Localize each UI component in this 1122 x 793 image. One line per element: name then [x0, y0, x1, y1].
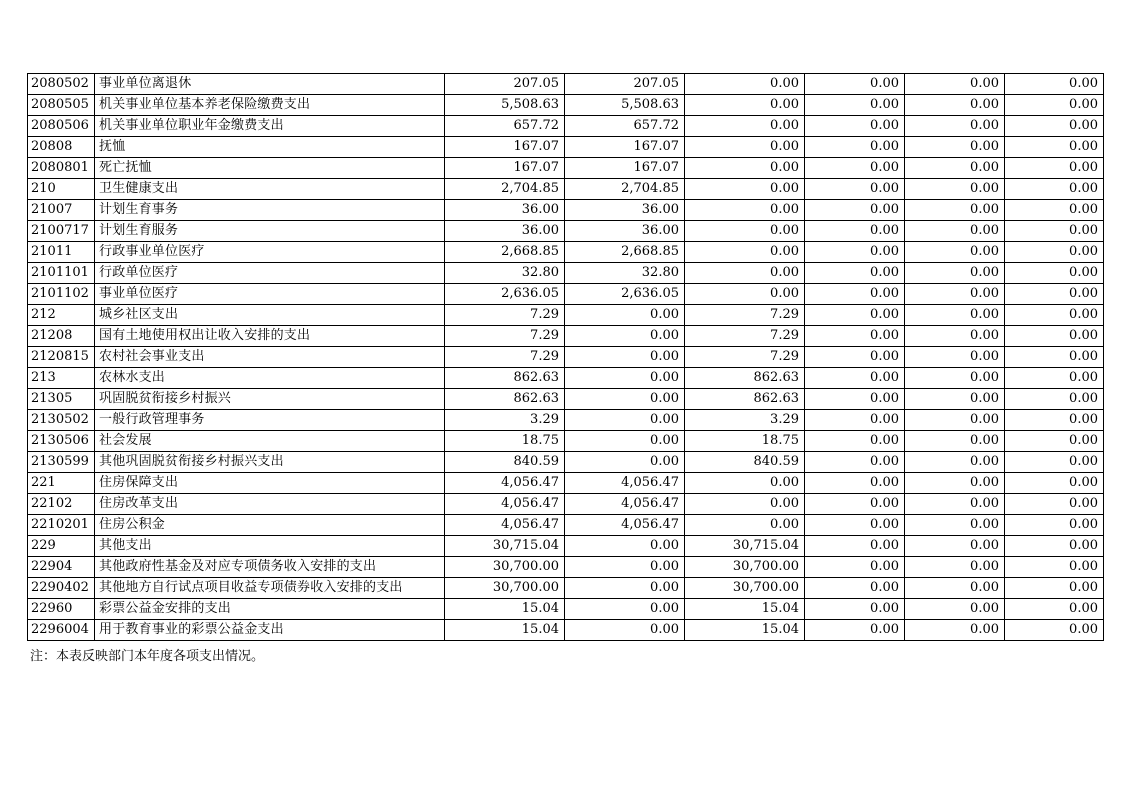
subject-name-cell: 农村社会事业支出: [95, 347, 445, 368]
col-2-cell: 4,056.47: [565, 473, 685, 494]
col-5-cell: 0.00: [905, 263, 1005, 284]
table-row: [28, 263, 1104, 284]
table-row: [28, 578, 1104, 599]
col-6-cell: 0.00: [1005, 284, 1104, 305]
table-row: [28, 179, 1104, 200]
col-2-cell: 0.00: [565, 599, 685, 620]
subject-code-cell: 2101101: [28, 263, 95, 284]
total-cell: 5,508.63: [445, 95, 565, 116]
col-4-cell: 0.00: [805, 599, 905, 620]
subject-name-cell: 死亡抚恤: [95, 158, 445, 179]
subject-name-cell: 其他地方自行试点项目收益专项债券收入安排的支出: [95, 578, 445, 599]
col-6-cell: 0.00: [1005, 578, 1104, 599]
table-row: [28, 599, 1104, 620]
col-6-cell: 0.00: [1005, 599, 1104, 620]
col-2-cell: 0.00: [565, 620, 685, 641]
subject-name-cell: 计划生育事务: [95, 200, 445, 221]
col-5-cell: 0.00: [905, 137, 1005, 158]
col-5-cell: 0.00: [905, 452, 1005, 473]
col-6-cell: 0.00: [1005, 221, 1104, 242]
col-6-cell: 0.00: [1005, 74, 1104, 95]
col-6-cell: 0.00: [1005, 242, 1104, 263]
table-row: [28, 305, 1104, 326]
total-cell: 7.29: [445, 347, 565, 368]
col-6-cell: 0.00: [1005, 305, 1104, 326]
col-3-cell: 0.00: [685, 221, 805, 242]
total-cell: 862.63: [445, 368, 565, 389]
table-row: [28, 452, 1104, 473]
subject-name-cell: 住房公积金: [95, 515, 445, 536]
col-5-cell: 0.00: [905, 326, 1005, 347]
table-row: [28, 410, 1104, 431]
subject-name-cell: 事业单位医疗: [95, 284, 445, 305]
table-row: [28, 389, 1104, 410]
col-3-cell: 0.00: [685, 473, 805, 494]
col-3-cell: 0.00: [685, 284, 805, 305]
col-4-cell: 0.00: [805, 494, 905, 515]
subject-code-cell: 2130502: [28, 410, 95, 431]
subject-code-cell: 21305: [28, 389, 95, 410]
total-cell: 2,668.85: [445, 242, 565, 263]
total-cell: 862.63: [445, 389, 565, 410]
col-5-cell: 0.00: [905, 410, 1005, 431]
subject-name-cell: 机关事业单位基本养老保险缴费支出: [95, 95, 445, 116]
table-row: [28, 221, 1104, 242]
subject-name-cell: 计划生育服务: [95, 221, 445, 242]
col-2-cell: 207.05: [565, 74, 685, 95]
subject-code-cell: 2080801: [28, 158, 95, 179]
subject-code-cell: 2210201: [28, 515, 95, 536]
col-4-cell: 0.00: [805, 515, 905, 536]
col-3-cell: 840.59: [685, 452, 805, 473]
col-3-cell: 0.00: [685, 137, 805, 158]
col-4-cell: 0.00: [805, 95, 905, 116]
col-2-cell: 0.00: [565, 389, 685, 410]
subject-code-cell: 229: [28, 536, 95, 557]
col-2-cell: 0.00: [565, 305, 685, 326]
col-3-cell: 30,715.04: [685, 536, 805, 557]
col-2-cell: 0.00: [565, 326, 685, 347]
total-cell: 167.07: [445, 158, 565, 179]
col-2-cell: 0.00: [565, 557, 685, 578]
col-5-cell: 0.00: [905, 389, 1005, 410]
col-5-cell: 0.00: [905, 536, 1005, 557]
col-3-cell: 862.63: [685, 389, 805, 410]
col-2-cell: 0.00: [565, 578, 685, 599]
col-2-cell: 0.00: [565, 452, 685, 473]
col-3-cell: 15.04: [685, 599, 805, 620]
total-cell: 15.04: [445, 620, 565, 641]
table-row: [28, 473, 1104, 494]
col-3-cell: 30,700.00: [685, 557, 805, 578]
col-4-cell: 0.00: [805, 347, 905, 368]
col-6-cell: 0.00: [1005, 200, 1104, 221]
col-3-cell: 30,700.00: [685, 578, 805, 599]
col-6-cell: 0.00: [1005, 116, 1104, 137]
col-2-cell: 167.07: [565, 158, 685, 179]
total-cell: 2,636.05: [445, 284, 565, 305]
total-cell: 3.29: [445, 410, 565, 431]
col-3-cell: 7.29: [685, 326, 805, 347]
col-3-cell: 0.00: [685, 116, 805, 137]
subject-code-cell: 21208: [28, 326, 95, 347]
subject-code-cell: 213: [28, 368, 95, 389]
col-5-cell: 0.00: [905, 242, 1005, 263]
col-4-cell: 0.00: [805, 473, 905, 494]
col-4-cell: 0.00: [805, 620, 905, 641]
subject-code-cell: 2120815: [28, 347, 95, 368]
col-4-cell: 0.00: [805, 389, 905, 410]
col-2-cell: 657.72: [565, 116, 685, 137]
col-4-cell: 0.00: [805, 452, 905, 473]
total-cell: 207.05: [445, 74, 565, 95]
table-row: [28, 95, 1104, 116]
col-5-cell: 0.00: [905, 347, 1005, 368]
total-cell: 18.75: [445, 431, 565, 452]
col-2-cell: 167.07: [565, 137, 685, 158]
total-cell: 4,056.47: [445, 473, 565, 494]
subject-name-cell: 行政事业单位医疗: [95, 242, 445, 263]
col-6-cell: 0.00: [1005, 368, 1104, 389]
col-3-cell: 0.00: [685, 515, 805, 536]
col-6-cell: 0.00: [1005, 536, 1104, 557]
col-5-cell: 0.00: [905, 305, 1005, 326]
col-4-cell: 0.00: [805, 137, 905, 158]
subject-name-cell: 其他政府性基金及对应专项债务收入安排的支出: [95, 557, 445, 578]
col-4-cell: 0.00: [805, 179, 905, 200]
subject-name-cell: 事业单位离退休: [95, 74, 445, 95]
table-row: [28, 368, 1104, 389]
col-6-cell: 0.00: [1005, 326, 1104, 347]
col-4-cell: 0.00: [805, 200, 905, 221]
col-6-cell: 0.00: [1005, 158, 1104, 179]
subject-name-cell: 机关事业单位职业年金缴费支出: [95, 116, 445, 137]
subject-name-cell: 住房改革支出: [95, 494, 445, 515]
table-row: [28, 200, 1104, 221]
table-row: [28, 158, 1104, 179]
col-3-cell: 18.75: [685, 431, 805, 452]
col-2-cell: 36.00: [565, 200, 685, 221]
col-4-cell: 0.00: [805, 557, 905, 578]
table-row: [28, 74, 1104, 95]
col-4-cell: 0.00: [805, 242, 905, 263]
col-3-cell: 3.29: [685, 410, 805, 431]
col-5-cell: 0.00: [905, 494, 1005, 515]
expenditure-table: [27, 73, 1104, 641]
subject-name-cell: 其他巩固脱贫衔接乡村振兴支出: [95, 452, 445, 473]
col-4-cell: 0.00: [805, 536, 905, 557]
subject-name-cell: 其他支出: [95, 536, 445, 557]
col-4-cell: 0.00: [805, 368, 905, 389]
subject-code-cell: 2080505: [28, 95, 95, 116]
col-2-cell: 4,056.47: [565, 515, 685, 536]
table-row: [28, 494, 1104, 515]
col-6-cell: 0.00: [1005, 389, 1104, 410]
total-cell: 7.29: [445, 326, 565, 347]
col-2-cell: 0.00: [565, 410, 685, 431]
col-2-cell: 0.00: [565, 431, 685, 452]
col-5-cell: 0.00: [905, 116, 1005, 137]
col-2-cell: 32.80: [565, 263, 685, 284]
col-5-cell: 0.00: [905, 158, 1005, 179]
col-3-cell: 0.00: [685, 74, 805, 95]
total-cell: 30,715.04: [445, 536, 565, 557]
total-cell: 167.07: [445, 137, 565, 158]
total-cell: 840.59: [445, 452, 565, 473]
table-row: [28, 536, 1104, 557]
subject-code-cell: 2080506: [28, 116, 95, 137]
table-row: [28, 326, 1104, 347]
subject-code-cell: 2296004: [28, 620, 95, 641]
col-3-cell: 7.29: [685, 347, 805, 368]
col-6-cell: 0.00: [1005, 620, 1104, 641]
subject-name-cell: 社会发展: [95, 431, 445, 452]
table-row: [28, 431, 1104, 452]
total-cell: 7.29: [445, 305, 565, 326]
col-5-cell: 0.00: [905, 620, 1005, 641]
col-3-cell: 0.00: [685, 179, 805, 200]
col-3-cell: 0.00: [685, 158, 805, 179]
table-row: [28, 116, 1104, 137]
col-2-cell: 0.00: [565, 347, 685, 368]
total-cell: 657.72: [445, 116, 565, 137]
subject-name-cell: 用于教育事业的彩票公益金支出: [95, 620, 445, 641]
col-4-cell: 0.00: [805, 158, 905, 179]
col-3-cell: 0.00: [685, 95, 805, 116]
total-cell: 36.00: [445, 221, 565, 242]
col-4-cell: 0.00: [805, 116, 905, 137]
subject-name-cell: 彩票公益金安排的支出: [95, 599, 445, 620]
subject-name-cell: 住房保障支出: [95, 473, 445, 494]
subject-code-cell: 2130599: [28, 452, 95, 473]
col-6-cell: 0.00: [1005, 137, 1104, 158]
table-row: [28, 284, 1104, 305]
subject-code-cell: 2080502: [28, 74, 95, 95]
col-2-cell: 0.00: [565, 536, 685, 557]
table-row: [28, 620, 1104, 641]
col-4-cell: 0.00: [805, 431, 905, 452]
subject-code-cell: 212: [28, 305, 95, 326]
table-row: [28, 242, 1104, 263]
subject-code-cell: 22904: [28, 557, 95, 578]
col-5-cell: 0.00: [905, 74, 1005, 95]
col-6-cell: 0.00: [1005, 410, 1104, 431]
col-6-cell: 0.00: [1005, 452, 1104, 473]
col-3-cell: 0.00: [685, 242, 805, 263]
total-cell: 30,700.00: [445, 557, 565, 578]
col-3-cell: 0.00: [685, 494, 805, 515]
subject-name-cell: 农林水支出: [95, 368, 445, 389]
col-6-cell: 0.00: [1005, 494, 1104, 515]
col-5-cell: 0.00: [905, 431, 1005, 452]
subject-code-cell: 221: [28, 473, 95, 494]
total-cell: 2,704.85: [445, 179, 565, 200]
col-6-cell: 0.00: [1005, 473, 1104, 494]
table-footnote: 注：本表反映部门本年度各项支出情况。: [30, 649, 265, 664]
col-4-cell: 0.00: [805, 578, 905, 599]
col-2-cell: 2,704.85: [565, 179, 685, 200]
col-2-cell: 4,056.47: [565, 494, 685, 515]
subject-code-cell: 21007: [28, 200, 95, 221]
col-2-cell: 5,508.63: [565, 95, 685, 116]
col-6-cell: 0.00: [1005, 347, 1104, 368]
col-5-cell: 0.00: [905, 578, 1005, 599]
col-4-cell: 0.00: [805, 74, 905, 95]
subject-code-cell: 2100717: [28, 221, 95, 242]
col-6-cell: 0.00: [1005, 179, 1104, 200]
total-cell: 36.00: [445, 200, 565, 221]
total-cell: 32.80: [445, 263, 565, 284]
subject-code-cell: 2290402: [28, 578, 95, 599]
table-row: [28, 557, 1104, 578]
col-3-cell: 862.63: [685, 368, 805, 389]
col-6-cell: 0.00: [1005, 557, 1104, 578]
total-cell: 30,700.00: [445, 578, 565, 599]
table-row: [28, 137, 1104, 158]
col-4-cell: 0.00: [805, 326, 905, 347]
subject-name-cell: 行政单位医疗: [95, 263, 445, 284]
col-4-cell: 0.00: [805, 305, 905, 326]
col-3-cell: 0.00: [685, 200, 805, 221]
col-4-cell: 0.00: [805, 221, 905, 242]
table-body: [28, 74, 1104, 641]
col-3-cell: 0.00: [685, 263, 805, 284]
col-2-cell: 0.00: [565, 368, 685, 389]
table-row: [28, 347, 1104, 368]
subject-code-cell: 210: [28, 179, 95, 200]
col-4-cell: 0.00: [805, 263, 905, 284]
col-3-cell: 7.29: [685, 305, 805, 326]
col-5-cell: 0.00: [905, 515, 1005, 536]
col-6-cell: 0.00: [1005, 95, 1104, 116]
subject-name-cell: 卫生健康支出: [95, 179, 445, 200]
total-cell: 15.04: [445, 599, 565, 620]
subject-name-cell: 巩固脱贫衔接乡村振兴: [95, 389, 445, 410]
col-5-cell: 0.00: [905, 179, 1005, 200]
col-5-cell: 0.00: [905, 95, 1005, 116]
subject-name-cell: 国有土地使用权出让收入安排的支出: [95, 326, 445, 347]
col-2-cell: 36.00: [565, 221, 685, 242]
total-cell: 4,056.47: [445, 494, 565, 515]
subject-name-cell: 一般行政管理事务: [95, 410, 445, 431]
subject-name-cell: 城乡社区支出: [95, 305, 445, 326]
subject-code-cell: 21011: [28, 242, 95, 263]
col-5-cell: 0.00: [905, 473, 1005, 494]
subject-code-cell: 22960: [28, 599, 95, 620]
col-5-cell: 0.00: [905, 221, 1005, 242]
subject-code-cell: 2101102: [28, 284, 95, 305]
total-cell: 4,056.47: [445, 515, 565, 536]
col-2-cell: 2,668.85: [565, 242, 685, 263]
table-row: [28, 515, 1104, 536]
col-5-cell: 0.00: [905, 284, 1005, 305]
subject-name-cell: 抚恤: [95, 137, 445, 158]
col-2-cell: 2,636.05: [565, 284, 685, 305]
col-3-cell: 15.04: [685, 620, 805, 641]
col-5-cell: 0.00: [905, 200, 1005, 221]
subject-code-cell: 2130506: [28, 431, 95, 452]
col-6-cell: 0.00: [1005, 431, 1104, 452]
subject-code-cell: 22102: [28, 494, 95, 515]
col-4-cell: 0.00: [805, 284, 905, 305]
col-5-cell: 0.00: [905, 599, 1005, 620]
col-6-cell: 0.00: [1005, 263, 1104, 284]
col-5-cell: 0.00: [905, 557, 1005, 578]
col-5-cell: 0.00: [905, 368, 1005, 389]
col-6-cell: 0.00: [1005, 515, 1104, 536]
col-4-cell: 0.00: [805, 410, 905, 431]
subject-code-cell: 20808: [28, 137, 95, 158]
